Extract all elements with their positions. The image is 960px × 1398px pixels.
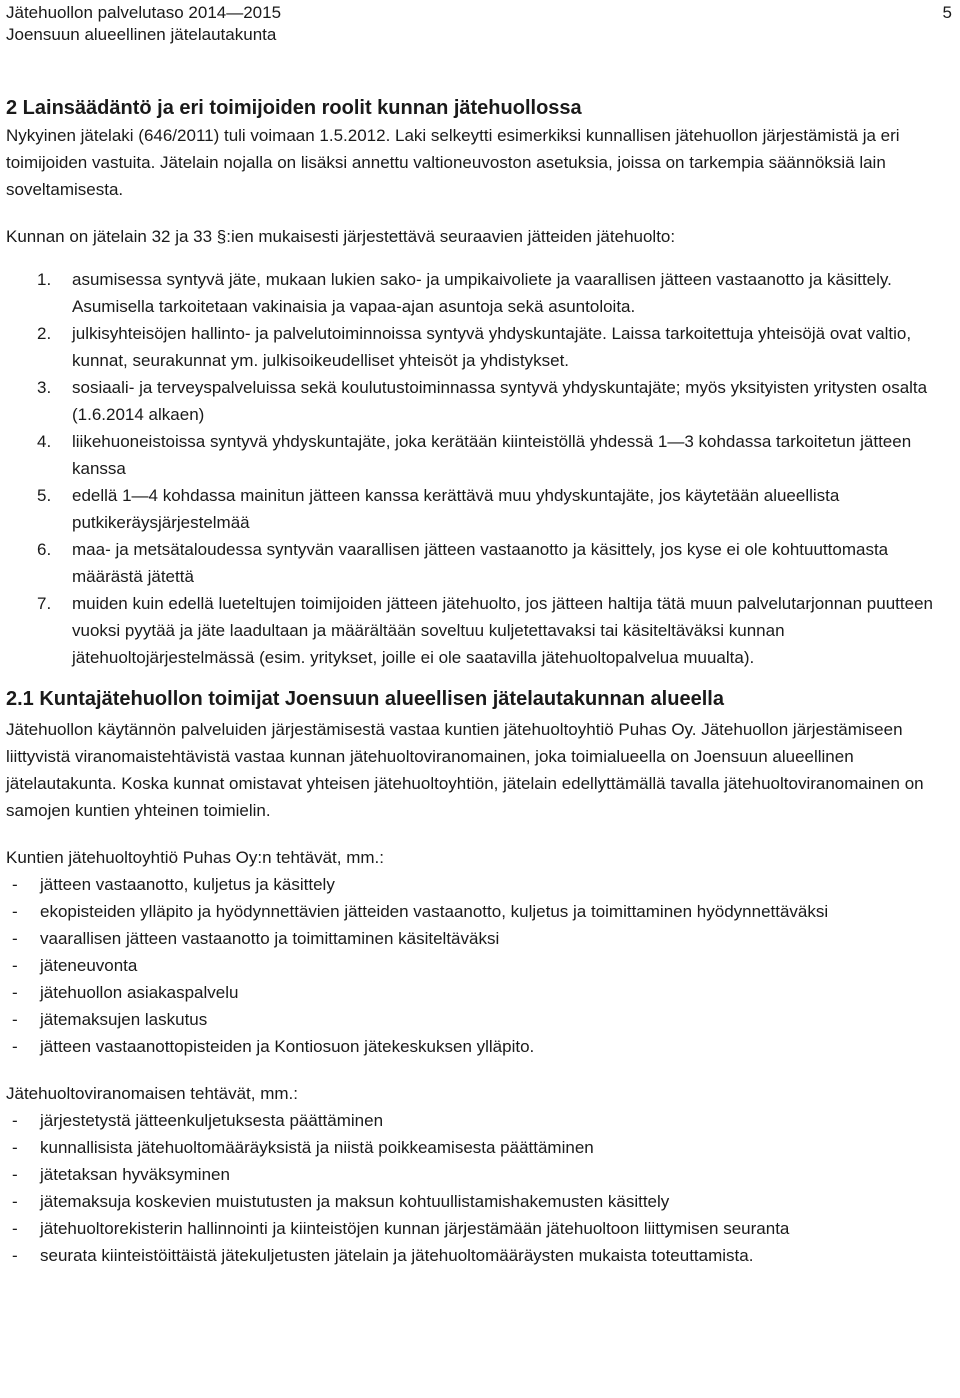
- list-item: [6, 482, 952, 536]
- list-item: [6, 925, 952, 952]
- list-item-text: seurata kiinteistöittäistä jätekuljetusten jätelain ja jätehuoltomääräysten mukaista toteuttamista.: [40, 1246, 754, 1265]
- list-item-text: jätetaksan hyväksyminen: [40, 1165, 230, 1184]
- list-item: [6, 898, 952, 925]
- dash-bullet: -: [12, 929, 18, 948]
- list-item-text: vaarallisen jätteen vastaanotto ja toimittaminen käsiteltäväksi: [40, 929, 500, 948]
- list-item-text: ekopisteiden ylläpito ja hyödynnettävien jätteiden vastaanotto, kuljetus ja toimittaminen hyödynnettäväksi: [40, 902, 829, 921]
- authority-tasks-list: [6, 1107, 952, 1269]
- list-item-number: 5.: [37, 486, 52, 505]
- list-item: [6, 1188, 952, 1215]
- page-number: 5: [942, 3, 952, 22]
- puhas-tasks-list: [6, 871, 952, 1060]
- list-item-text: edellä 1—4 kohdassa mainitun jätteen kanssa kerättävä muu yhdyskuntajäte, jos käytetään alueellista putkikeräysjärjestelmää: [72, 486, 840, 532]
- list-item: [6, 1161, 952, 1188]
- list-item-text: maa- ja metsätaloudessa syntyvän vaarallisen jätteen vastaanotto ja käsittely, jos kyse ei ole kohtuuttomasta määrästä jätettä: [72, 540, 889, 586]
- list-item-number: 4.: [37, 432, 52, 451]
- list-item-text: asumisessa syntyvä jäte, mukaan lukien sako- ja umpikaivoliete ja vaarallisen jätteen vastaanotto ja käsittely. Asumisella tarkoitetaan vakinaisia ja vapaa-ajan asuntoja sekä asuntoloita.: [72, 270, 892, 316]
- authority-tasks-lead: Jätehuoltoviranomaisen tehtävät, mm.:: [6, 1084, 298, 1103]
- section-2-list-lead: Kunnan on jätelain 32 ja 33 §:ien mukaisesti järjestettävä seuraavien jätteiden jätehuolto:: [6, 227, 676, 246]
- list-item-text: jätehuoltorekisterin hallinnointi ja kiinteistöjen kunnan järjestämään jätehuoltoon liittymisen seuranta: [40, 1219, 790, 1238]
- list-item: [6, 374, 952, 428]
- list-item: [6, 952, 952, 979]
- list-item-number: 7.: [37, 594, 52, 613]
- section-2-1-heading: 2.1 Kuntajätehuollon toimijat Joensuun alueellisen jätelautakunnan alueella: [6, 688, 724, 710]
- dash-bullet: -: [12, 1138, 18, 1157]
- list-item-text: jäteneuvonta: [40, 956, 138, 975]
- list-item: [6, 320, 952, 374]
- dash-bullet: -: [12, 1246, 18, 1265]
- list-item-text: sosiaali- ja terveyspalveluissa sekä koulutustoiminnassa syntyvä yhdyskuntajäte; myös yksityisten yritysten osalta (1.6.2014 alkaen): [72, 378, 928, 424]
- dash-bullet: -: [12, 1219, 18, 1238]
- dash-bullet: -: [12, 875, 18, 894]
- list-item-text: kunnallisista jätehuoltomääräyksistä ja niistä poikkeamisesta päättäminen: [40, 1138, 594, 1157]
- list-item: [6, 1107, 952, 1134]
- list-item: [6, 979, 952, 1006]
- list-item: [6, 266, 952, 320]
- list-item-text: jätteen vastaanotto, kuljetus ja käsittely: [40, 875, 335, 894]
- list-item: [6, 1242, 952, 1269]
- section-2-intro: Nykyinen jätelaki (646/2011) tuli voimaan 1.5.2012. Laki selkeytti esimerkiksi kunnallisen jätehuollon järjestämistä ja eri toimijoiden vastuita. Jätelain nojalla on lisäksi annettu valtioneuvoston asetuksia, joissa on tarkempia säännöksiä lain soveltamisesta.: [6, 126, 900, 199]
- list-item-text: jätemaksujen laskutus: [40, 1010, 208, 1029]
- list-item: [6, 536, 952, 590]
- section-2-heading: 2 Lainsäädäntö ja eri toimijoiden roolit kunnan jätehuollossa: [6, 97, 582, 119]
- dash-bullet: -: [12, 983, 18, 1002]
- puhas-tasks-lead: Kuntien jätehuoltoyhtiö Puhas Oy:n tehtävät, mm.:: [6, 848, 384, 867]
- list-item-number: 2.: [37, 324, 52, 343]
- list-item: [6, 1134, 952, 1161]
- dash-bullet: -: [12, 902, 18, 921]
- list-item-text: muiden kuin edellä lueteltujen toimijoiden jätteen jätehuolto, jos jätteen haltija tätä muun palvelutarjonnan puutteen vuoksi pyytää ja jäte laadultaan ja määrältään soveltuu kuljetettavaksi tai käsiteltäväksi kunnan jätehuoltojärjestelmässä (esim. yritykset, joille ei ole saatavilla jätehuoltopalvelua muualta).: [72, 594, 933, 667]
- list-item: [6, 871, 952, 898]
- list-item: [6, 1006, 952, 1033]
- list-item-number: 3.: [37, 378, 52, 397]
- list-item-text: liikehuoneistoissa syntyvä yhdyskuntajäte, joka kerätään kiinteistöllä yhdessä 1—3 kohdassa tarkoitetun jätteen kanssa: [72, 432, 912, 478]
- list-item: [6, 1215, 952, 1242]
- list-item: [6, 428, 952, 482]
- header-report-title: Jätehuollon palvelutaso 2014—2015: [6, 3, 282, 22]
- header-organization: Joensuun alueellinen jätelautakunta: [6, 25, 277, 44]
- list-item-text: jätteen vastaanottopisteiden ja Kontiosuon jätekeskuksen ylläpito.: [40, 1037, 535, 1056]
- dash-bullet: -: [12, 956, 18, 975]
- page-header: [6, 0, 952, 50]
- waste-types-list: [6, 266, 952, 671]
- list-item-number: 1.: [37, 270, 52, 289]
- dash-bullet: -: [12, 1037, 18, 1056]
- list-item-text: jätehuollon asiakaspalvelu: [40, 983, 239, 1002]
- dash-bullet: -: [12, 1010, 18, 1029]
- list-item-number: 6.: [37, 540, 52, 559]
- document-page: [6, 0, 952, 1269]
- list-item-text: järjestetystä jätteenkuljetuksesta päättäminen: [40, 1111, 384, 1130]
- list-item: [6, 590, 952, 671]
- dash-bullet: -: [12, 1165, 18, 1184]
- list-item: [6, 1033, 952, 1060]
- dash-bullet: -: [12, 1111, 18, 1130]
- dash-bullet: -: [12, 1192, 18, 1211]
- section-2-1-intro: Jätehuollon käytännön palveluiden järjestämisestä vastaa kuntien jätehuoltoyhtiö Puhas Oy. Jätehuollon järjestämiseen liittyvistä viranomaistehtävistä vastaa kunnan jätehuoltoviranomainen, joka toimialueella on Joensuun alueellinen jätelautakunta. Koska kunnat omistavat yhteisen jätehuoltoyhtiön, jätelain edellyttämällä tavalla jätehuoltoviranomainen on samojen kuntien yhteinen toimielin.: [6, 720, 924, 820]
- list-item-text: jätemaksuja koskevien muistutusten ja maksun kohtuullistamishakemusten käsittely: [40, 1192, 670, 1211]
- list-item-text: julkisyhteisöjen hallinto- ja palvelutoiminnoissa syntyvä yhdyskuntajäte. Laissa tarkoitettuja yhteisöjä ovat valtio, kunnat, seurakunnat ym. julkisoikeudelliset yhteisöt ja yhdistykset.: [72, 324, 912, 370]
